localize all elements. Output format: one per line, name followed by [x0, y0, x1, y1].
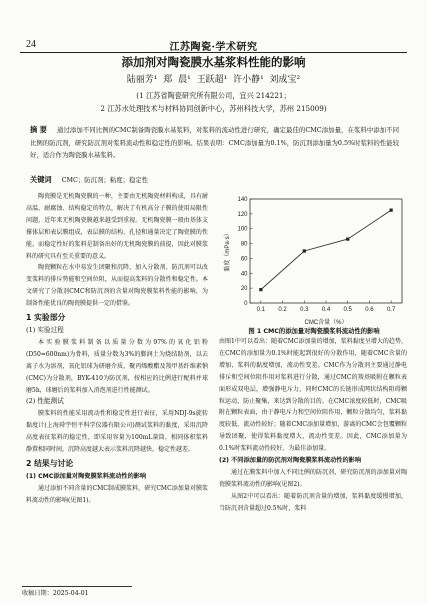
- x-tick-label: 0.6: [365, 307, 374, 313]
- abstract-label: 摘 要: [30, 125, 48, 134]
- y-tick-label: 80: [240, 241, 248, 248]
- left-column: [26, 191, 208, 507]
- section-heading-2: 2 结果与讨论: [26, 458, 74, 468]
- series-markers: [259, 209, 392, 292]
- x-axis-ticks: [257, 301, 396, 314]
- antisettling-intro-text: 通过在膜浆料中加入不同比例的防沉剂，研究防沉剂的添加量对陶瓷膜浆料流动性的影响(见图2)。: [219, 468, 407, 488]
- author-list: 陆丽芳¹ 郑 晨¹ 王跃超¹ 许小静¹ 刘成宝²: [126, 75, 301, 85]
- cmc-intro-text: 通过添加不同含量的CMC制成膜浆料，研究CMC添加量对膜浆料流动性的影响(见图1)。: [26, 484, 208, 504]
- keywords-text: CMC；防沉剂；粘度；稳定性: [61, 176, 149, 184]
- cmc-discussion-text: 由图1中可以看出：随着CMC添加量的增加，浆料黏度呈增大的趋势，在CMC的添加量为0.1%时能起到很好的分散作用，随着CMC含量的增加，浆料的黏度增加，流动性变差。CMC作为分散剂主要通过静电排斥和空间位阻作用对浆料进行分散，通过CMC的羧基吸附在颗粒表面形成双电层，增强静电斥力，同时CMC的长链形成网状结构阻碍颗粒运动，防止聚集，来达到分散的目的。在CMC浓度较低时，CMC吸附在颗粒表面，由于静电斥力和空间位阻作用，颗粒分散均匀，浆料黏度较低、流动性较好；随着CMC添加量增加，游离的CMC会包覆颗粒导致团聚，使得浆料黏度增大，流动性变差。因此，CMC添加量为0.1%时浆料流动性较好，为最佳添加量。: [219, 338, 407, 453]
- data-point: [303, 249, 306, 252]
- article-title: 添加剂对陶瓷膜水基浆料性能的影响: [121, 55, 306, 69]
- keywords: [30, 175, 399, 185]
- section-heading-1: 1 实验部分: [26, 313, 66, 323]
- x-tick-label: 0.3: [300, 307, 309, 313]
- abstract: [30, 124, 399, 162]
- y-tick-label: 40: [240, 271, 248, 278]
- intro-paragraph-1: 陶瓷膜是无机陶瓷膜的一种，主要由无机陶瓷材料构成，具有耐高温、耐腐蚀、结构稳定的特点，解决了有机高分子膜的使用局限性问题，近年来无机陶瓷膜越来越受到重视。无机陶瓷膜一般由基体支撑体层和表层膜组成，表层膜的结构、孔径和通量决定了陶瓷膜的性能，而稳定性好的浆料是制备出好的无机陶瓷膜的前提，因此对膜浆料的研究具有至关重要的意义。: [26, 193, 208, 260]
- performance-test-text: 膜浆料的性能采用流动性和稳定性进行表征，采用NDJ-9s旋转黏度计(上海舜宇恒平科学仪器有限公司)测试浆料的黏度，采用沉降高度表征浆料的稳定性，即采用容量为100mL量筒，相同体积浆料静置相同时间，沉降高度越大表示浆料沉降越快，稳定性越差。: [26, 410, 208, 454]
- line-chart-svg: [220, 193, 410, 328]
- right-column: [219, 336, 407, 515]
- y-tick-label: 60: [240, 256, 248, 263]
- antisettling-discussion-text: 从图2中可以看出：随着防沉剂含量的增加，浆料黏度缓慢增加，当防沉剂含量超过0.5%时，浆料: [219, 492, 407, 512]
- experiment-process-text: 本实验膜浆料制备以质量分数为97%的氧化铝粉(D50=600nm)为骨料，质量分数为3%的膨润土为烧结助剂，以去离子水为溶剂，氧化铝球为研磨介质，聚丙烯酸酯及羧甲基纤维素钠(CMC)为分散剂，BYK-410为防沉剂，按相应的比例进行配料并球磨5h，球磨后的浆料加入消泡剂进行性能测试。: [26, 338, 208, 394]
- subsection-heading-2-2: (2) 不同添加量的防沉剂对陶瓷膜浆料流动性的影响: [219, 457, 362, 465]
- journal-name: 江苏陶瓷·学术研究: [169, 42, 258, 53]
- affiliation-2: 2 江苏水处理技术与材料协同创新中心，苏州科技大学，苏州 215009): [100, 104, 327, 113]
- figure-1-chart: [220, 193, 410, 328]
- received-date: 收稿日期：2025-04-01: [22, 586, 132, 597]
- y-tick-label: 140: [237, 197, 248, 203]
- subsection-heading-1-1: (1) 实验过程: [26, 325, 64, 334]
- intro-paragraph-2: 陶瓷颗粒在水中易发生团聚和沉降，加入分散剂、防沉剂可以改变浆料的排斥势能和空间位阻，从而提高浆料的分散性和稳定性。本文研究了分散剂CMC和防沉剂的含量对陶瓷膜浆料性能的影响，为制备性能优良的陶瓷膜提供一定的借鉴。: [26, 264, 208, 308]
- series-line: [261, 210, 391, 289]
- x-tick-label: 0.1: [256, 307, 266, 313]
- data-point: [346, 238, 349, 241]
- y-tick-label: 120: [237, 211, 248, 218]
- x-tick-label: 0.7: [386, 307, 396, 313]
- page-number: 24: [26, 39, 36, 50]
- y-tick-label: 20: [240, 286, 248, 293]
- subsection-heading-2-1: (1) CMC添加量对陶瓷膜浆料流动性的影响: [26, 472, 147, 480]
- y-axis-label: 黏度（mPa·s）: [225, 230, 231, 272]
- data-point: [390, 209, 393, 212]
- y-tick-label: 0: [244, 301, 248, 307]
- abstract-text: 通过添加不同比例的CMC制备陶瓷膜水基浆料，对浆料的流动性进行研究，确定最佳的CMC添加量，在浆料中添加不同比例的防沉剂，研究防沉剂对浆料流动性和稳定性的影响。结果表明：CMC添加量为0.1%，防沉剂添加量为0.5%时浆料的性能较好，适合作为陶瓷膜水基浆料。: [30, 126, 399, 160]
- x-tick-label: 0.4: [321, 307, 331, 313]
- data-point: [259, 288, 262, 291]
- plot-frame: [250, 199, 402, 303]
- keywords-label: 关键词: [30, 175, 52, 184]
- figure-1-caption: 图 1 CMC的添加量对陶瓷膜浆料流动性的影响: [248, 328, 380, 335]
- x-tick-label: 0.5: [343, 307, 352, 313]
- running-header: [20, 38, 407, 53]
- x-tick-label: 0.2: [278, 307, 287, 313]
- x-axis-label: CMC含量（%）: [304, 320, 348, 326]
- subsection-heading-1-2: (2) 性能测试: [26, 397, 64, 406]
- y-tick-label: 100: [237, 226, 248, 233]
- affiliation-1: (1 江苏省陶瓷研究所有限公司，宜兴 214221；: [136, 91, 291, 100]
